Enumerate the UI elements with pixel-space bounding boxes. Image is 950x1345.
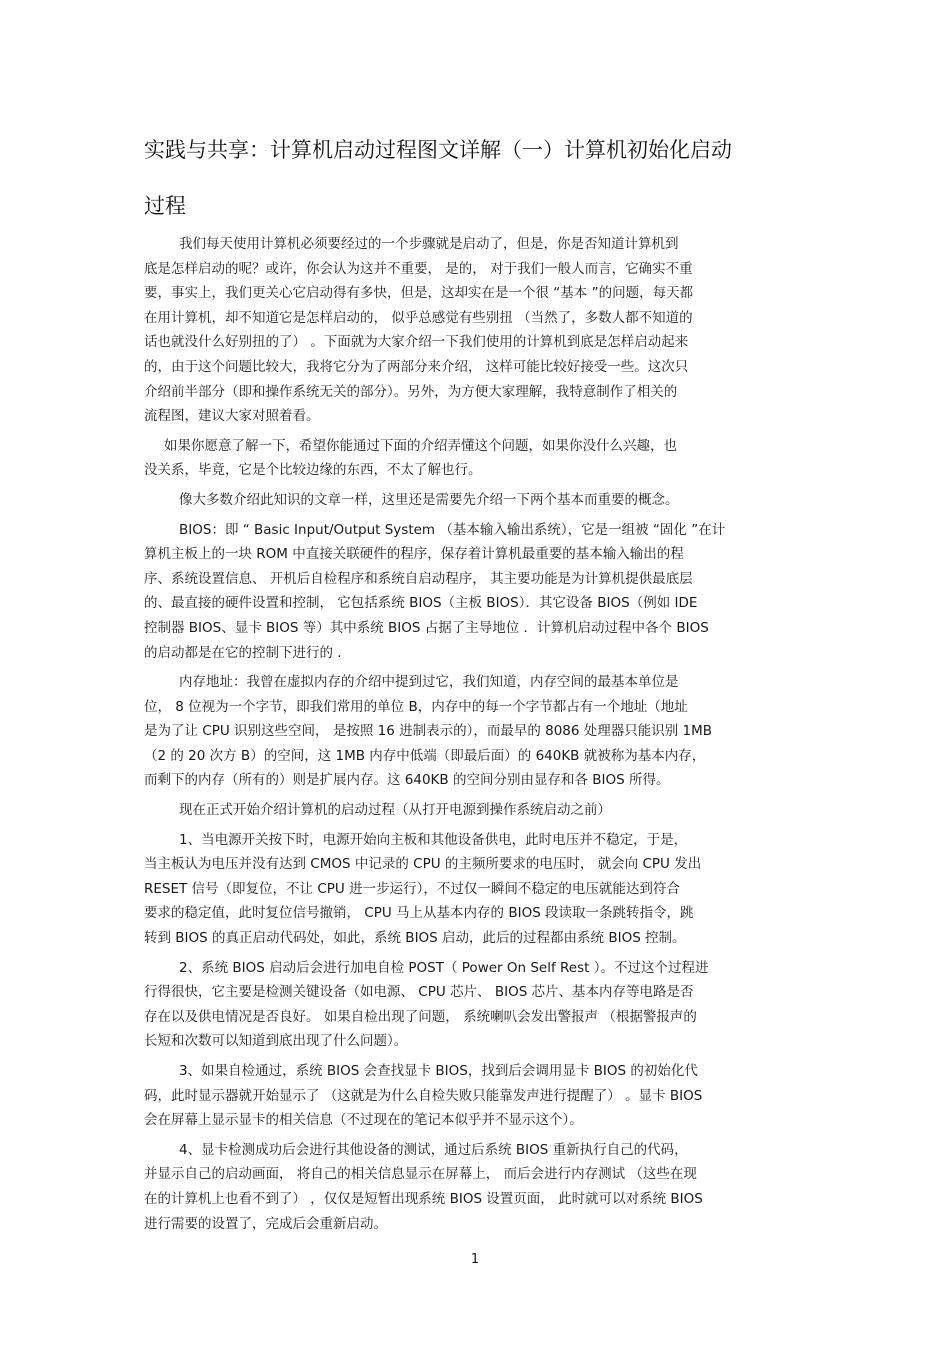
text-line: 长短和次数可以知道到底出现了什么问题）。 [144, 1033, 408, 1050]
text-line: 会在屏幕上显示显卡的相关信息（不过现在的笔记本似乎并不显示这个）。 [144, 1112, 583, 1129]
paragraph-step-2 [144, 956, 824, 1054]
text-line: 在的计算机上也看不到了） ，仅仅是短暂出现系统 BIOS 设置页面， 此时就可以对系统 BIOS [144, 1190, 703, 1207]
paragraph-boot-intro [144, 798, 824, 823]
text-line: 的、最直接的硬件设置和控制， 它包括系统 BIOS（主板 BIOS）．其它设备 BIOS（例如 IDE [144, 595, 698, 612]
text-line: 是为了让 CPU 识别这些空间， 是按照 16 进制表示的），而最早的 8086 处理器只能识别 1MB [144, 723, 713, 740]
text-line: RESET 信号（即复位，不让 CPU 进一步运行），不过仅一瞬间不稳定的电压就能达到符合 [144, 880, 680, 897]
text-line: 4、显卡检测成功后会进行其他设备的测试，通过后系统 BIOS 重新执行自己的代码， [179, 1141, 688, 1158]
text-line: 我们每天使用计算机必须要经过的一个步骤就是启动了，但是，你是否知道计算机到 [179, 236, 679, 252]
text-line: 而剩下的内存（所有的）则是扩展内存。这 640KB 的空间分别由显存和各 BIOS 所得。 [144, 772, 670, 789]
paragraph-step-3 [144, 1059, 824, 1133]
text-line: 当主板认为电压并没有达到 CMOS 中记录的 CPU 的主频所要求的电压时， 就会向 CPU 发出 [144, 856, 702, 873]
paragraph-step-4 [144, 1138, 824, 1236]
text-line: 像大多数介绍此知识的文章一样，这里还是需要先介绍一下两个基本而重要的概念。 [179, 491, 679, 508]
text-line: 1、当电源开关按下时，电源开始向主板和其他设备供电，此时电压并不稳定，于是， [179, 831, 688, 848]
text-line: 流程图，建议大家对照着看。 [144, 408, 320, 425]
paragraph-interest [144, 434, 824, 483]
text-line: 介绍前半部分（即和操作系统无关的部分）。另外，为方便大家理解，我特意制作了相关的 [144, 383, 678, 400]
text-line: 码，此时显示器就开始显示了 （这就是为什么自检失败只能靠发声进行提醒了） 。显卡 BIOS [144, 1087, 703, 1104]
paragraph-memory-address [144, 670, 824, 793]
text-line: 没关系，毕竟，它是个比较边缘的东西，不太了解也行。 [144, 462, 482, 479]
text-line: 序、系统设置信息、 开机后自检程序和系统自启动程序， 其主要功能是为计算机提供最底层 [144, 570, 693, 587]
text-line: 要，事实上，我们更关心它启动得有多快，但是，这却实在是一个很 “基本 ”的问题，每天都 [144, 285, 694, 302]
text-line: 的启动都是在它的控制下进行的 . [144, 644, 342, 661]
text-line: 底是怎样启动的呢？或许，你会认为这并不重要， 是的， 对于我们一般人而言，它确实不重 [144, 260, 693, 277]
text-line: （2 的 20 次方 B）的空间，这 1MB 内存中低端（即最后面）的 640KB 就被称为基本内存， [144, 747, 706, 764]
paragraph-bios [144, 518, 824, 666]
text-line: 话也就没什么好别扭的了） 。下面就为大家介绍一下我们使用的计算机到底是怎样启动起来 [144, 334, 689, 351]
text-line: 在用计算机，却不知道它是怎样启动的， 似乎总感觉有些别扭 （当然了，多数人都不知道的 [144, 309, 693, 326]
text-line: BIOS：即 “ Basic Input/Output System （基本输入输出系统），它是一组被 “固化 ”在计 [179, 521, 726, 538]
title-line-1: 实践与共享：计算机启动过程图文详解（一）计算机初始化启动 [144, 138, 732, 162]
text-line: 现在正式开始介绍计算机的启动过程（从打开电源到操作系统启动之前） [179, 802, 611, 819]
article-body [144, 232, 824, 1241]
text-line: 位， 8 位视为一个字节，即我们常用的单位 B，内存中的每一个字节都占有一个地址（地址 [144, 698, 688, 715]
page-number: 1 [470, 1252, 480, 1267]
paragraph-concepts [144, 488, 824, 513]
text-line: 算机主板上的一块 ROM 中直接关联硬件的程序，保存着计算机最重要的基本输入输出的程 [144, 546, 684, 563]
paragraph-step-1 [144, 828, 824, 951]
text-line: 内存地址：我曾在虚拟内存的介绍中提到过它，我们知道，内存空间的最基本单位是 [179, 674, 679, 691]
text-line: 要求的稳定值，此时复位信号撤销， CPU 马上从基本内存的 BIOS 段读取一条跳转指令，跳 [144, 905, 694, 922]
text-line: 存在以及供电情况是否良好。 如果自检出现了问题， 系统喇叭会发出警报声 （根据警报声的 [144, 1008, 697, 1025]
text-line: 如果你愿意了解一下，希望你能通过下面的介绍弄懂这个问题，如果你没什么兴趣，也 [164, 437, 677, 454]
text-line: 控制器 BIOS、显卡 BIOS 等）其中系统 BIOS 占据了主导地位 ．计算机启动过程中各个 BIOS [144, 619, 709, 636]
title-line-2: 过程 [144, 194, 186, 218]
text-line: 进行需要的设置了，完成后会重新启动。 [144, 1215, 387, 1232]
text-line: 行得很快，它主要是检测关键设备（如电源、 CPU 芯片、 BIOS 芯片、基本内存等电路是否 [144, 984, 694, 1001]
text-line: 并显示自己的启动画面， 将自己的相关信息显示在屏幕上， 而后会进行内存测试 （这些在现 [144, 1166, 697, 1183]
paragraph-intro [144, 232, 824, 429]
text-line: 3、如果自检通过，系统 BIOS 会查找显卡 BIOS，找到后会调用显卡 BIOS 的初始化代 [179, 1063, 698, 1079]
page-title [144, 122, 824, 234]
text-line: 的，由于这个问题比较大，我将它分为了两部分来介绍， 这样可能比较好接受一些。这次只 [144, 358, 689, 375]
text-line: 转到 BIOS 的真正启动代码处，如此，系统 BIOS 启动，此后的过程都由系统 BIOS 控制。 [144, 930, 686, 947]
text-line: 2、系统 BIOS 启动后会进行加电自检 POST（ Power On Self Rest ）。不过这个过程进 [179, 959, 709, 976]
